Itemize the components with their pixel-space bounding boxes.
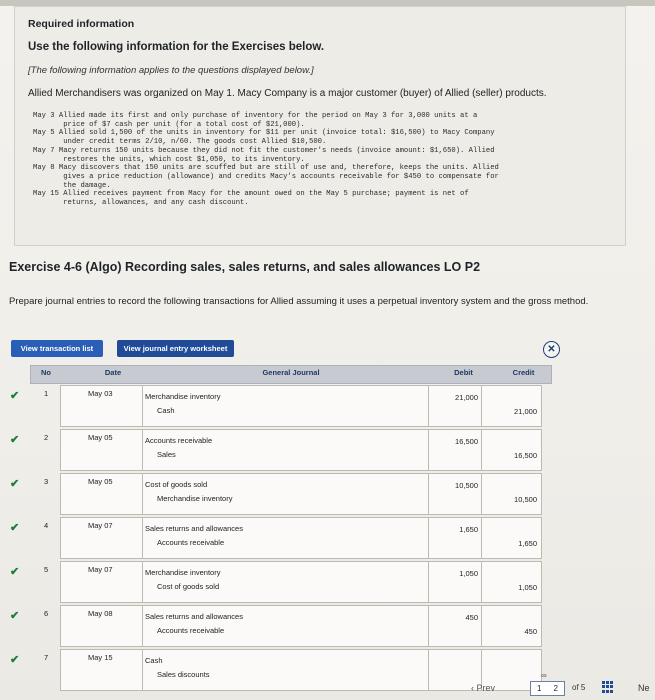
page-1[interactable]: 1 — [537, 684, 542, 693]
debit-field[interactable] — [428, 517, 483, 559]
transaction-line: gives a price reduction (allowance) and credits Macy's accounts receivable for $450 to compensate for — [33, 172, 499, 181]
credit-account: Sales discounts — [157, 670, 210, 679]
debit-amount: 1,050 — [459, 569, 478, 578]
credit-amount: 21,000 — [514, 407, 537, 416]
credit-amount: 16,500 — [514, 451, 537, 460]
debit-field[interactable] — [428, 473, 483, 515]
credit-account: Accounts receivable — [157, 626, 225, 635]
checkmark-icon: ✔ — [10, 390, 20, 402]
general-journal-table — [10, 365, 572, 679]
transaction-line: returns, allowances, and any cash discount. — [33, 199, 249, 208]
column-header-debit: Debit — [454, 368, 473, 377]
view-transaction-list-button[interactable]: View transaction list — [11, 340, 103, 357]
required-information-heading: Required information — [28, 18, 135, 30]
debit-field[interactable] — [428, 605, 483, 647]
debit-account: Accounts receivable — [145, 436, 213, 445]
transaction-line: price of $7 cash per unit (for a total cost of $21,000). — [33, 120, 305, 129]
entry-date: May 07 — [88, 521, 113, 530]
checkmark-icon: ✔ — [10, 434, 20, 446]
transaction-details — [33, 112, 598, 208]
close-icon[interactable]: ✕ — [543, 341, 560, 358]
transaction-line: May 8 Macy discovers that 150 units are scuffed but are still of use and, therefore, keeps the units. Allied — [33, 164, 499, 173]
entry-date: May 15 — [88, 653, 113, 662]
page-2[interactable]: 2 — [553, 684, 558, 693]
column-header-no: No — [41, 368, 51, 377]
debit-amount: 21,000 — [455, 393, 478, 402]
column-header-credit: Credit — [512, 368, 535, 377]
credit-field[interactable] — [481, 517, 542, 559]
debit-field[interactable] — [428, 385, 483, 427]
journal-header-row — [30, 365, 552, 384]
pagination-bar — [0, 680, 655, 700]
credit-field[interactable] — [481, 605, 542, 647]
checkmark-icon: ✔ — [10, 610, 20, 622]
credit-account: Cost of goods sold — [157, 582, 220, 591]
debit-account: Cost of goods sold — [145, 480, 208, 489]
debit-amount: 10,500 — [455, 481, 478, 490]
entry-date: May 08 — [88, 609, 113, 618]
credit-field[interactable] — [481, 429, 542, 471]
debit-account: Sales returns and allowances — [145, 612, 243, 621]
credit-account: Cash — [157, 406, 175, 415]
transaction-line: May 7 Macy returns 150 units because they did not fit the customer's needs (invoice amount: $1,650). Allied — [33, 146, 495, 155]
checkmark-icon: ✔ — [10, 654, 20, 666]
debit-account: Merchandise inventory — [145, 392, 221, 401]
entry-number: 4 — [44, 521, 49, 530]
credit-account: Sales — [157, 450, 176, 459]
credit-amount: 1,650 — [518, 539, 537, 548]
debit-field[interactable] — [428, 561, 483, 603]
entry-date: May 07 — [88, 565, 113, 574]
column-header-date: Date — [104, 368, 122, 377]
page-selector[interactable] — [530, 681, 565, 696]
credit-amount: 1,050 — [518, 583, 537, 592]
credit-field[interactable] — [481, 561, 542, 603]
credit-account: Merchandise inventory — [157, 494, 233, 503]
debit-account: Sales returns and allowances — [145, 524, 243, 533]
transaction-line: May 15 Allied receives payment from Macy for the amount owed on the May 5 purchase; payment is net of — [33, 190, 469, 199]
transaction-line: under credit terms 2/10, n/60. The goods cost Allied $10,500. — [33, 138, 327, 147]
debit-field[interactable] — [428, 429, 483, 471]
entry-number: 6 — [44, 609, 49, 618]
applies-note: [The following information applies to the questions displayed below.] — [28, 65, 314, 76]
exercises-subheading: Use the following information for the Exercises below. — [28, 41, 325, 53]
next-button[interactable]: Ne — [638, 683, 650, 693]
debit-account: Cash — [145, 656, 163, 665]
entry-number: 1 — [44, 389, 49, 398]
scenario-intro: Allied Merchandisers was organized on May 1. Macy Company is a major customer (buyer) of Allied (seller) products. — [28, 88, 547, 99]
infinity-icon: ∞ — [541, 671, 547, 680]
credit-amount: 450 — [524, 627, 537, 636]
prev-button[interactable]: ‹ Prev — [471, 683, 496, 693]
transaction-line: restores the units, which cost $1,050, to its inventory. — [33, 155, 305, 164]
debit-amount: 1,650 — [459, 525, 478, 534]
entry-date: May 03 — [88, 389, 113, 398]
transaction-line: the damage. — [33, 181, 111, 190]
exercise-instructions: Prepare journal entries to record the following transactions for Allied assuming it uses a perpetual inventory system and the gross method. — [9, 296, 589, 307]
debit-amount: 16,500 — [455, 437, 478, 446]
debit-account: Merchandise inventory — [145, 568, 221, 577]
page-count: of 5 — [572, 683, 586, 692]
entry-date: May 05 — [88, 477, 113, 486]
entry-number: 2 — [44, 433, 49, 442]
credit-account: Accounts receivable — [157, 538, 225, 547]
checkmark-icon: ✔ — [10, 478, 20, 490]
credit-amount: 10,500 — [514, 495, 537, 504]
prev-label: Prev — [476, 683, 496, 693]
transaction-line: May 3 Allied made its first and only purchase of inventory for the period on May 3 for 3,000 units at a — [33, 112, 478, 120]
entry-number: 5 — [44, 565, 49, 574]
grid-icon[interactable] — [602, 681, 614, 693]
entry-date: May 05 — [88, 433, 113, 442]
credit-field[interactable] — [481, 473, 542, 515]
transaction-line: May 5 Allied sold 1,500 of the units in inventory for $11 per unit (invoice total: $16,500) to Macy Company — [33, 129, 495, 138]
debit-amount: 450 — [465, 613, 478, 622]
checkmark-icon: ✔ — [10, 522, 20, 534]
checkmark-icon: ✔ — [10, 566, 20, 578]
exercise-title: Exercise 4-6 (Algo) Recording sales, sales returns, and sales allowances LO P2 — [9, 260, 481, 274]
entry-number: 7 — [44, 653, 49, 662]
entry-number: 3 — [44, 477, 49, 486]
credit-field[interactable] — [481, 385, 542, 427]
view-journal-entry-worksheet-button[interactable]: View journal entry worksheet — [117, 340, 234, 357]
column-header-general-journal: General Journal — [262, 368, 320, 377]
